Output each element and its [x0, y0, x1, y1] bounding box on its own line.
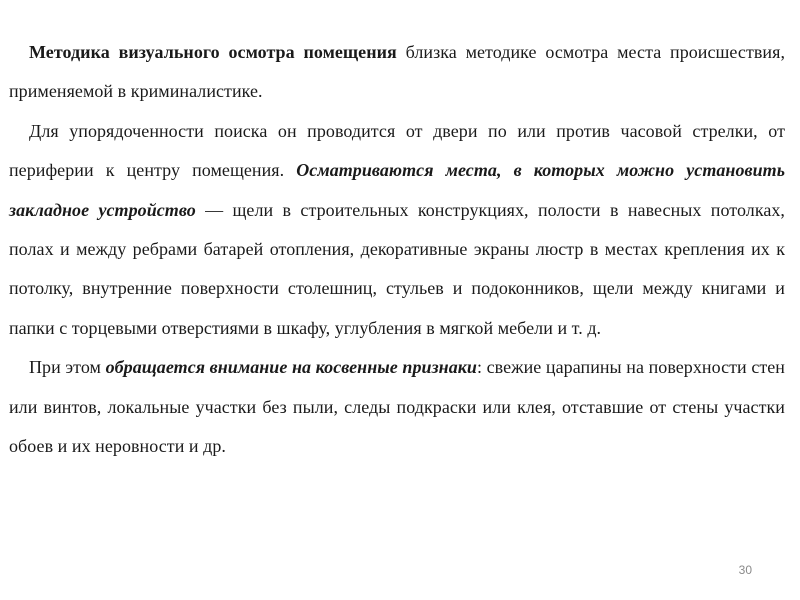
paragraph2-text-start: Для упорядоченности поиска он проводится от двери по или против часовой стрелки, от периферии к центру помещения.: [9, 120, 785, 181]
paragraph-visual-inspection-method: [9, 33, 785, 112]
paragraph1-bold-term: Методика визуального осмотра помещения: [29, 42, 397, 62]
paragraph2-text-end: — щели в строительных конструкциях, полости в навесных потолках, полах и между ребрами батарей отопления, декоративные экраны люстр в местах крепления их к потолку, внутренние поверхности столешниц, стульев и подоконников, щели между книгами и папки с торцевыми отверстиями в шкафу, углубления в мягкой мебели и т. д.: [9, 199, 785, 338]
paragraph2-emphasis: Осматриваются места, в которых можно установить закладное устройство: [9, 160, 785, 220]
paragraph3-text-start: При этом: [29, 357, 106, 378]
paragraph3-text-end: : свежие царапины на поверхности стен или винтов, локальные участки без пыли, следы подкраски или клея, отставшие от стены участки обоев и их неровности и др.: [9, 357, 785, 457]
paragraph1-text: близка методике осмотра места происшествия, применяемой в криминалистике.: [9, 42, 785, 102]
paragraph-search-order: [9, 112, 785, 348]
paragraph-indirect-signs: [9, 348, 785, 466]
page-number: 30: [738, 563, 752, 577]
paragraph3-emphasis: обращается внимание на косвенные признаки: [105, 357, 477, 378]
